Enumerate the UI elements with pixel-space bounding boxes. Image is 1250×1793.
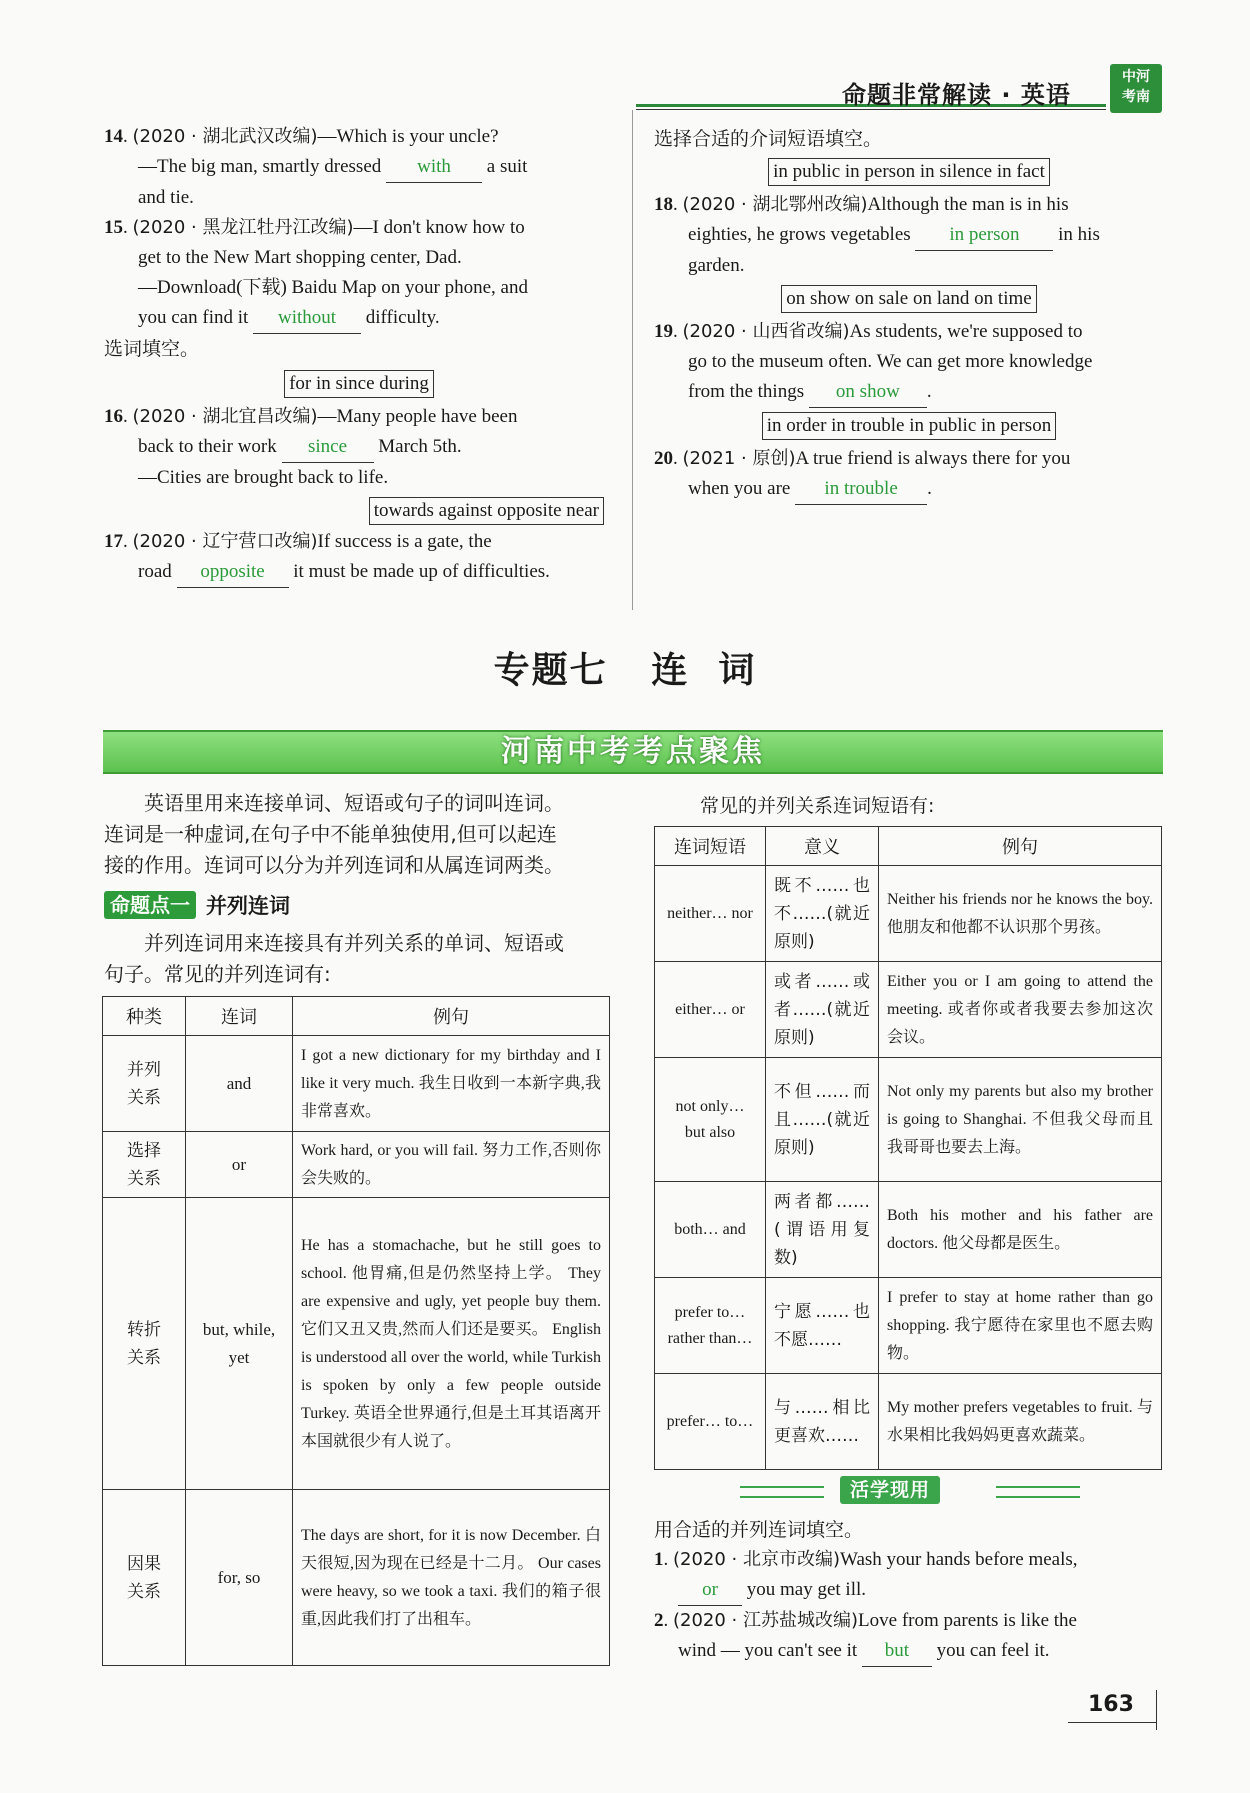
row-example: My mother prefers vegetables to fruit. 与水果相比我妈妈更喜欢蔬菜。 [879, 1374, 1162, 1470]
row-phrase: both… and [655, 1182, 766, 1278]
intro-paragraph [104, 788, 614, 881]
th-meaning: 意义 [766, 827, 879, 866]
page-number: 163 [1088, 1692, 1134, 1717]
q18-answer[interactable]: in person [915, 220, 1053, 251]
row-phrase: either… or [655, 962, 766, 1058]
phrase-box-1: in public in person in silence in fact [768, 158, 1050, 186]
right-box1-wrap [654, 158, 1164, 186]
practice-rule-right [996, 1486, 1080, 1498]
row-conj: or [186, 1132, 293, 1198]
q20-answer[interactable]: in trouble [795, 474, 927, 505]
row-example: Both his mother and his father are doctors. 他父母都是医生。 [879, 1182, 1162, 1278]
section-banner [103, 730, 1163, 774]
header-badge-bottom: 考南 [1122, 89, 1150, 105]
banner-text: 河南中考考点聚焦 [501, 734, 765, 769]
q18-line3: garden. [688, 255, 745, 276]
q15-line2: get to the New Mart shopping center, Dad. [138, 247, 462, 268]
th-conj: 连词 [186, 997, 293, 1036]
p2-line1: 2. (2020 · 江苏盐城改编)Love from parents is like the [654, 1610, 1077, 1631]
q15-answer[interactable]: without [253, 303, 361, 334]
p2-answer[interactable]: but [862, 1636, 932, 1667]
conjunction-table-header [103, 997, 610, 1036]
q16-line3: —Cities are brought back to life. [138, 467, 389, 488]
header-badge [1110, 64, 1162, 113]
row-example: He has a stomachache, but he still goes to school. 他胃痛,但是仍然坚持上学。 They are expensive and ugly, yet people buy them. 它们又丑又贵,然而人们还是要买。 English is understood all over the world, while Turkish is spoken by only a few people outside Turkey. 英语全世界通行,但是土耳其语离开本国就很少有人说了。 [293, 1198, 610, 1490]
row-kind: 转折 关系 [103, 1198, 186, 1490]
q18-line2: eighties, he grows vegetables in person in his [654, 220, 1164, 251]
phrase-box-3: in order in trouble in public in person [762, 412, 1056, 440]
row-example: Neither his friends nor he knows the boy. 他朋友和他都不认识那个男孩。 [879, 866, 1162, 962]
point-badge: 命题点一 [104, 891, 196, 919]
row-phrase: not only… but also [655, 1058, 766, 1182]
q20-line1: 20. (2021 · 原创)A true friend is always there for you [654, 448, 1071, 469]
page-number-rule [1068, 1722, 1156, 1723]
row-phrase: prefer to… rather than… [655, 1278, 766, 1374]
table-row [655, 1374, 1162, 1470]
q19-answer[interactable]: on show [809, 377, 927, 408]
phrase-table-header [655, 827, 1162, 866]
row-meaning: 两者都……(谓语用复数) [766, 1182, 879, 1278]
table-row [103, 1036, 610, 1132]
intro-line-2: 连词是一种虚词,在句子中不能单独使用,但可以起连 [104, 822, 557, 846]
practice-rule-left [740, 1486, 824, 1498]
point-description [104, 928, 614, 990]
q19-line3: from the things on show . [654, 377, 1164, 408]
table-row [103, 1198, 610, 1490]
row-kind: 选择 关系 [103, 1132, 186, 1198]
row-conj: for, so [186, 1490, 293, 1666]
q18-line1: 18. (2020 · 湖北鄂州改编)Although the man is in his [654, 194, 1069, 215]
p1-answer[interactable]: or [678, 1575, 742, 1606]
phrase-box-2: on show on sale on land on time [781, 285, 1036, 313]
right-instruction: 选择合适的介词短语填空。 [654, 128, 883, 150]
right-box2-wrap [654, 285, 1164, 313]
table-row [655, 1182, 1162, 1278]
header-title: 命题非常解读 · 英语 [842, 81, 1071, 109]
p1-line1: 1. (2020 · 北京市改编)Wash your hands before meals, [654, 1549, 1078, 1570]
row-conj: but, while, yet [186, 1198, 293, 1490]
word-box-2: towards against opposite near [369, 497, 604, 525]
point-desc-line-2: 句子。常见的并列连词有: [104, 962, 331, 986]
practice-block [654, 1515, 1164, 1667]
section-title: 专题七 连 词 [493, 650, 757, 691]
p2-line2: wind — you can't see it but you can feel it. [654, 1636, 1164, 1667]
phrase-table [654, 826, 1162, 1470]
table2-intro: 常见的并列关系连词短语有: [700, 795, 935, 817]
th-example: 例句 [879, 827, 1162, 866]
th-example: 例句 [293, 997, 610, 1036]
q19-line1: 19. (2020 · 山西省改编)As students, we're supposed to [654, 321, 1083, 342]
conjunction-table [102, 996, 610, 1666]
q14-answer[interactable]: with [386, 152, 482, 183]
practice-instruction: 用合适的并列连词填空。 [654, 1519, 864, 1541]
row-kind: 并列 关系 [103, 1036, 186, 1132]
th-phrase: 连词短语 [655, 827, 766, 866]
left-instruction: 选词填空。 [104, 338, 200, 360]
row-meaning: 宁愿……也不愿…… [766, 1278, 879, 1374]
left-box1-wrap [104, 370, 614, 398]
column-divider [632, 110, 633, 610]
row-meaning: 或者……或者……(就近原则) [766, 962, 879, 1058]
q20-line2: when you are in trouble . [654, 474, 1164, 505]
row-example: I prefer to stay at home rather than go shopping. 我宁愿待在家里也不愿去购物。 [879, 1278, 1162, 1374]
th-kind: 种类 [103, 997, 186, 1036]
q16-line1: 16. (2020 · 湖北宜昌改编)—Many people have been [104, 406, 518, 427]
q16-answer[interactable]: since [282, 432, 374, 463]
word-box-1: for in since during [284, 370, 434, 398]
row-example: Work hard, or you will fail. 努力工作,否则你会失败的。 [293, 1132, 610, 1198]
q17-answer[interactable]: opposite [177, 557, 289, 588]
q14-line3: and tie. [138, 187, 194, 208]
row-example: The days are short, for it is now December. 白天很短,因为现在已经是十二月。 Our cases were heavy, so we took a taxi. 我们的箱子很重,因此我们打了出租车。 [293, 1490, 610, 1666]
page-number-tick [1156, 1690, 1157, 1730]
table-row [103, 1132, 610, 1198]
intro-line-3: 接的作用。连词可以分为并列连词和从属连词两类。 [104, 853, 564, 877]
p1-line2: or you may get ill. [654, 1575, 1164, 1606]
q14-line1: 14. (2020 · 湖北武汉改编)—Which is your uncle? [104, 126, 499, 147]
row-kind: 因果 关系 [103, 1490, 186, 1666]
point-header [104, 890, 290, 920]
point-title: 并列连词 [206, 894, 290, 918]
table-row [655, 866, 1162, 962]
left-box2-wrap [104, 497, 614, 525]
table-row [103, 1490, 610, 1666]
intro-line-1: 英语里用来连接单词、短语或句子的词叫连词。 [144, 791, 564, 815]
right-column-top [654, 124, 1164, 505]
header-badge-top: 中河 [1122, 69, 1150, 85]
q19-line2: go to the museum often. We can get more knowledge [688, 351, 1093, 372]
row-example: Not only my parents but also my brother is going to Shanghai. 不但我父母而且我哥哥也要去上海。 [879, 1058, 1162, 1182]
q14-line2: —The big man, smartly dressed with a suit [104, 152, 614, 183]
q15-line3: —Download(下载) Baidu Map on your phone, and [138, 277, 528, 298]
table-row [655, 1058, 1162, 1182]
right-box3-wrap [654, 412, 1164, 440]
q15-line1: 15. (2020 · 黑龙江牡丹江改编)—I don't know how to [104, 217, 525, 238]
q16-line2: back to their work since March 5th. [104, 432, 614, 463]
practice-label: 活学现用 [840, 1476, 940, 1504]
point-desc-line-1: 并列连词用来连接具有并列关系的单词、短语或 [144, 931, 564, 955]
row-meaning: 既不……也不……(就近原则) [766, 866, 879, 962]
q15-line4: you can find it without difficulty. [104, 303, 614, 334]
table-row [655, 962, 1162, 1058]
q17-line1: 17. (2020 · 辽宁营口改编)If success is a gate, the [104, 531, 492, 552]
table-row [655, 1278, 1162, 1374]
row-conj: and [186, 1036, 293, 1132]
row-meaning: 不但……而且……(就近原则) [766, 1058, 879, 1182]
row-meaning: 与……相比更喜欢…… [766, 1374, 879, 1470]
row-example: Either you or I am going to attend the meeting. 或者你或者我要去参加这次会议。 [879, 962, 1162, 1058]
left-column-top [104, 122, 614, 588]
row-phrase: prefer… to… [655, 1374, 766, 1470]
row-example: I got a new dictionary for my birthday and I like it very much. 我生日收到一本新字典,我非常喜欢。 [293, 1036, 610, 1132]
q17-line2: road opposite it must be made up of difficulties. [104, 557, 614, 588]
row-phrase: neither… nor [655, 866, 766, 962]
